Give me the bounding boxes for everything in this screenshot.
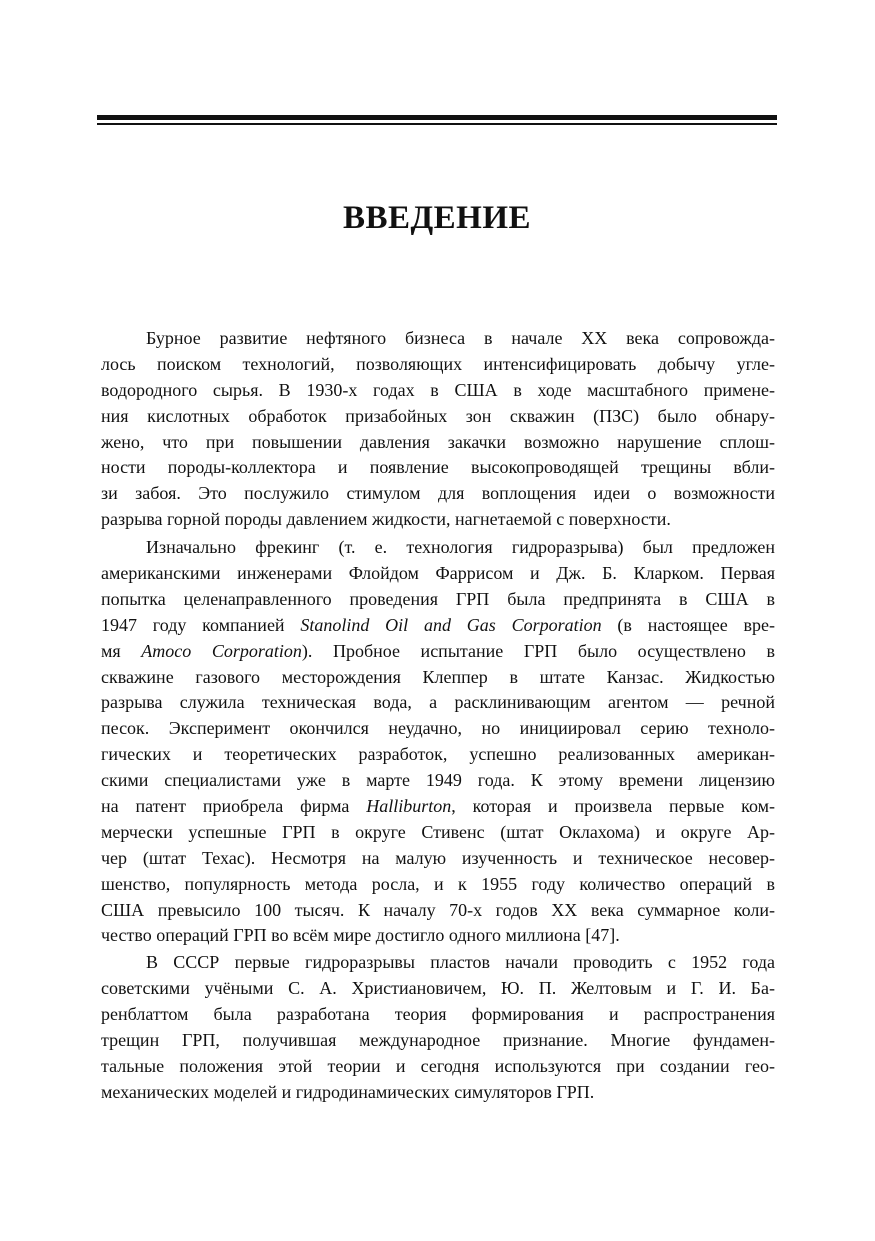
text-line — [101, 872, 775, 898]
text-run: скими специалистами уже в марте 1949 года. К этому времени лицензию — [101, 770, 775, 791]
text-line — [101, 898, 775, 924]
text-line — [101, 561, 775, 587]
text-run: чер (штат Техас). Несмотря на малую изученность и техническое несовер- — [101, 847, 775, 868]
header-rule-thin — [97, 123, 777, 125]
text-run: шенство, популярность метода росла, и к 1955 году количество операций в — [101, 873, 775, 894]
text-line — [101, 950, 775, 976]
italic-text: Stanolind Oil and Gas Corporation — [300, 614, 602, 635]
chapter-title: ВВЕДЕНИЕ — [342, 200, 532, 236]
text-line — [101, 846, 775, 872]
text-run: , которая и произвела первые ком- — [451, 796, 775, 817]
header-rule-thick — [97, 115, 777, 120]
text-run: США превысило 100 тысяч. К началу 70-х годов XX века суммарное коли- — [101, 899, 775, 920]
italic-text: Amoco Corporation — [141, 640, 302, 661]
text-run: жено, что при повышении давления закачки возможно нарушение сплош- — [101, 431, 775, 452]
text-run: американскими инженерами Флойдом Фаррисом и Дж. Б. Кларком. Первая — [101, 563, 775, 584]
text-run: трещин ГРП, получившая международное признание. Многие фундамен- — [101, 1030, 775, 1051]
text-run: на патент приобрела фирма — [101, 796, 367, 817]
text-run: советскими учёными С. А. Христиановичем, Ю. П. Желтовым и Г. И. Ба- — [101, 978, 775, 999]
italic-text: Halliburton — [366, 796, 452, 817]
text-line — [101, 587, 775, 613]
text-run: Изначально фрекинг (т. е. технология гидроразрыва) был предложен — [146, 537, 775, 558]
text-line — [101, 742, 775, 768]
text-line — [101, 976, 775, 1002]
text-line — [101, 481, 775, 507]
text-line — [101, 923, 775, 949]
text-line — [101, 665, 775, 691]
text-line — [101, 404, 775, 430]
text-line — [101, 690, 775, 716]
text-line — [101, 768, 775, 794]
text-run: В СССР первые гидроразрывы пластов начали проводить с 1952 года — [146, 952, 775, 973]
text-line — [101, 1028, 775, 1054]
text-line — [101, 1002, 775, 1028]
text-run: гических и теоретических разработок, успешно реализованных американ- — [101, 744, 775, 765]
text-run: тальные положения этой теории и сегодня используются при создании гео- — [101, 1055, 775, 1076]
text-run: 1947 году компанией — [101, 614, 301, 635]
text-line — [101, 716, 775, 742]
text-run: разрыва горной породы давлением жидкости, нагнетаемой с поверхности. — [101, 509, 671, 530]
text-line — [101, 378, 775, 404]
paragraph — [101, 326, 775, 533]
text-run: механических моделей и гидродинамических симуляторов ГРП. — [101, 1081, 595, 1102]
text-run: мерчески успешные ГРП в округе Стивенс (штат Оклахома) и округе Ар- — [101, 821, 775, 842]
text-line — [101, 455, 775, 481]
text-run: ). Пробное испытание ГРП было осуществлено в — [301, 640, 775, 661]
body-text — [101, 326, 775, 1106]
text-run: разрыва служила техническая вода, а расклинивающим агентом — речной — [101, 692, 775, 713]
text-line — [101, 639, 775, 665]
text-line — [101, 430, 775, 456]
text-run: Бурное развитие нефтяного бизнеса в начале XX века сопровожда- — [146, 328, 775, 348]
text-line — [101, 352, 775, 378]
text-run: скважине газового месторождения Клеппер в штате Канзас. Жидкостью — [101, 666, 775, 687]
text-run: зи забоя. Это послужило стимулом для воплощения идеи о возможности — [101, 483, 775, 504]
text-run: лось поиском технологий, позволяющих интенсифицировать добычу угле- — [101, 353, 775, 374]
paragraph — [101, 535, 775, 949]
paragraph — [101, 950, 775, 1105]
text-run: ния кислотных обработок призабойных зон скважин (ПЗС) было обнару- — [101, 405, 775, 426]
text-run: мя — [101, 640, 142, 661]
text-run: чество операций ГРП во всём мире достигло одного миллиона [47]. — [101, 925, 620, 946]
text-run: ности породы-коллектора и появление высокопроводящей трещины вбли- — [101, 457, 775, 478]
text-line — [101, 613, 775, 639]
text-line — [101, 535, 775, 561]
text-run: песок. Эксперимент окончился неудачно, но инициировал серию техноло- — [101, 718, 775, 739]
text-line — [101, 820, 775, 846]
text-run: (в настоящее вре- — [601, 614, 776, 635]
text-line — [101, 326, 775, 352]
text-line — [101, 1080, 775, 1106]
text-run: водородного сырья. В 1930-х годах в США в ходе масштабного примене- — [101, 379, 775, 400]
text-line — [101, 794, 775, 820]
text-line — [101, 1054, 775, 1080]
text-run: попытка целенаправленного проведения ГРП была предпринята в США в — [101, 588, 775, 609]
text-run: ренблаттом была разработана теория формирования и распространения — [101, 1004, 775, 1025]
text-line — [101, 507, 775, 533]
